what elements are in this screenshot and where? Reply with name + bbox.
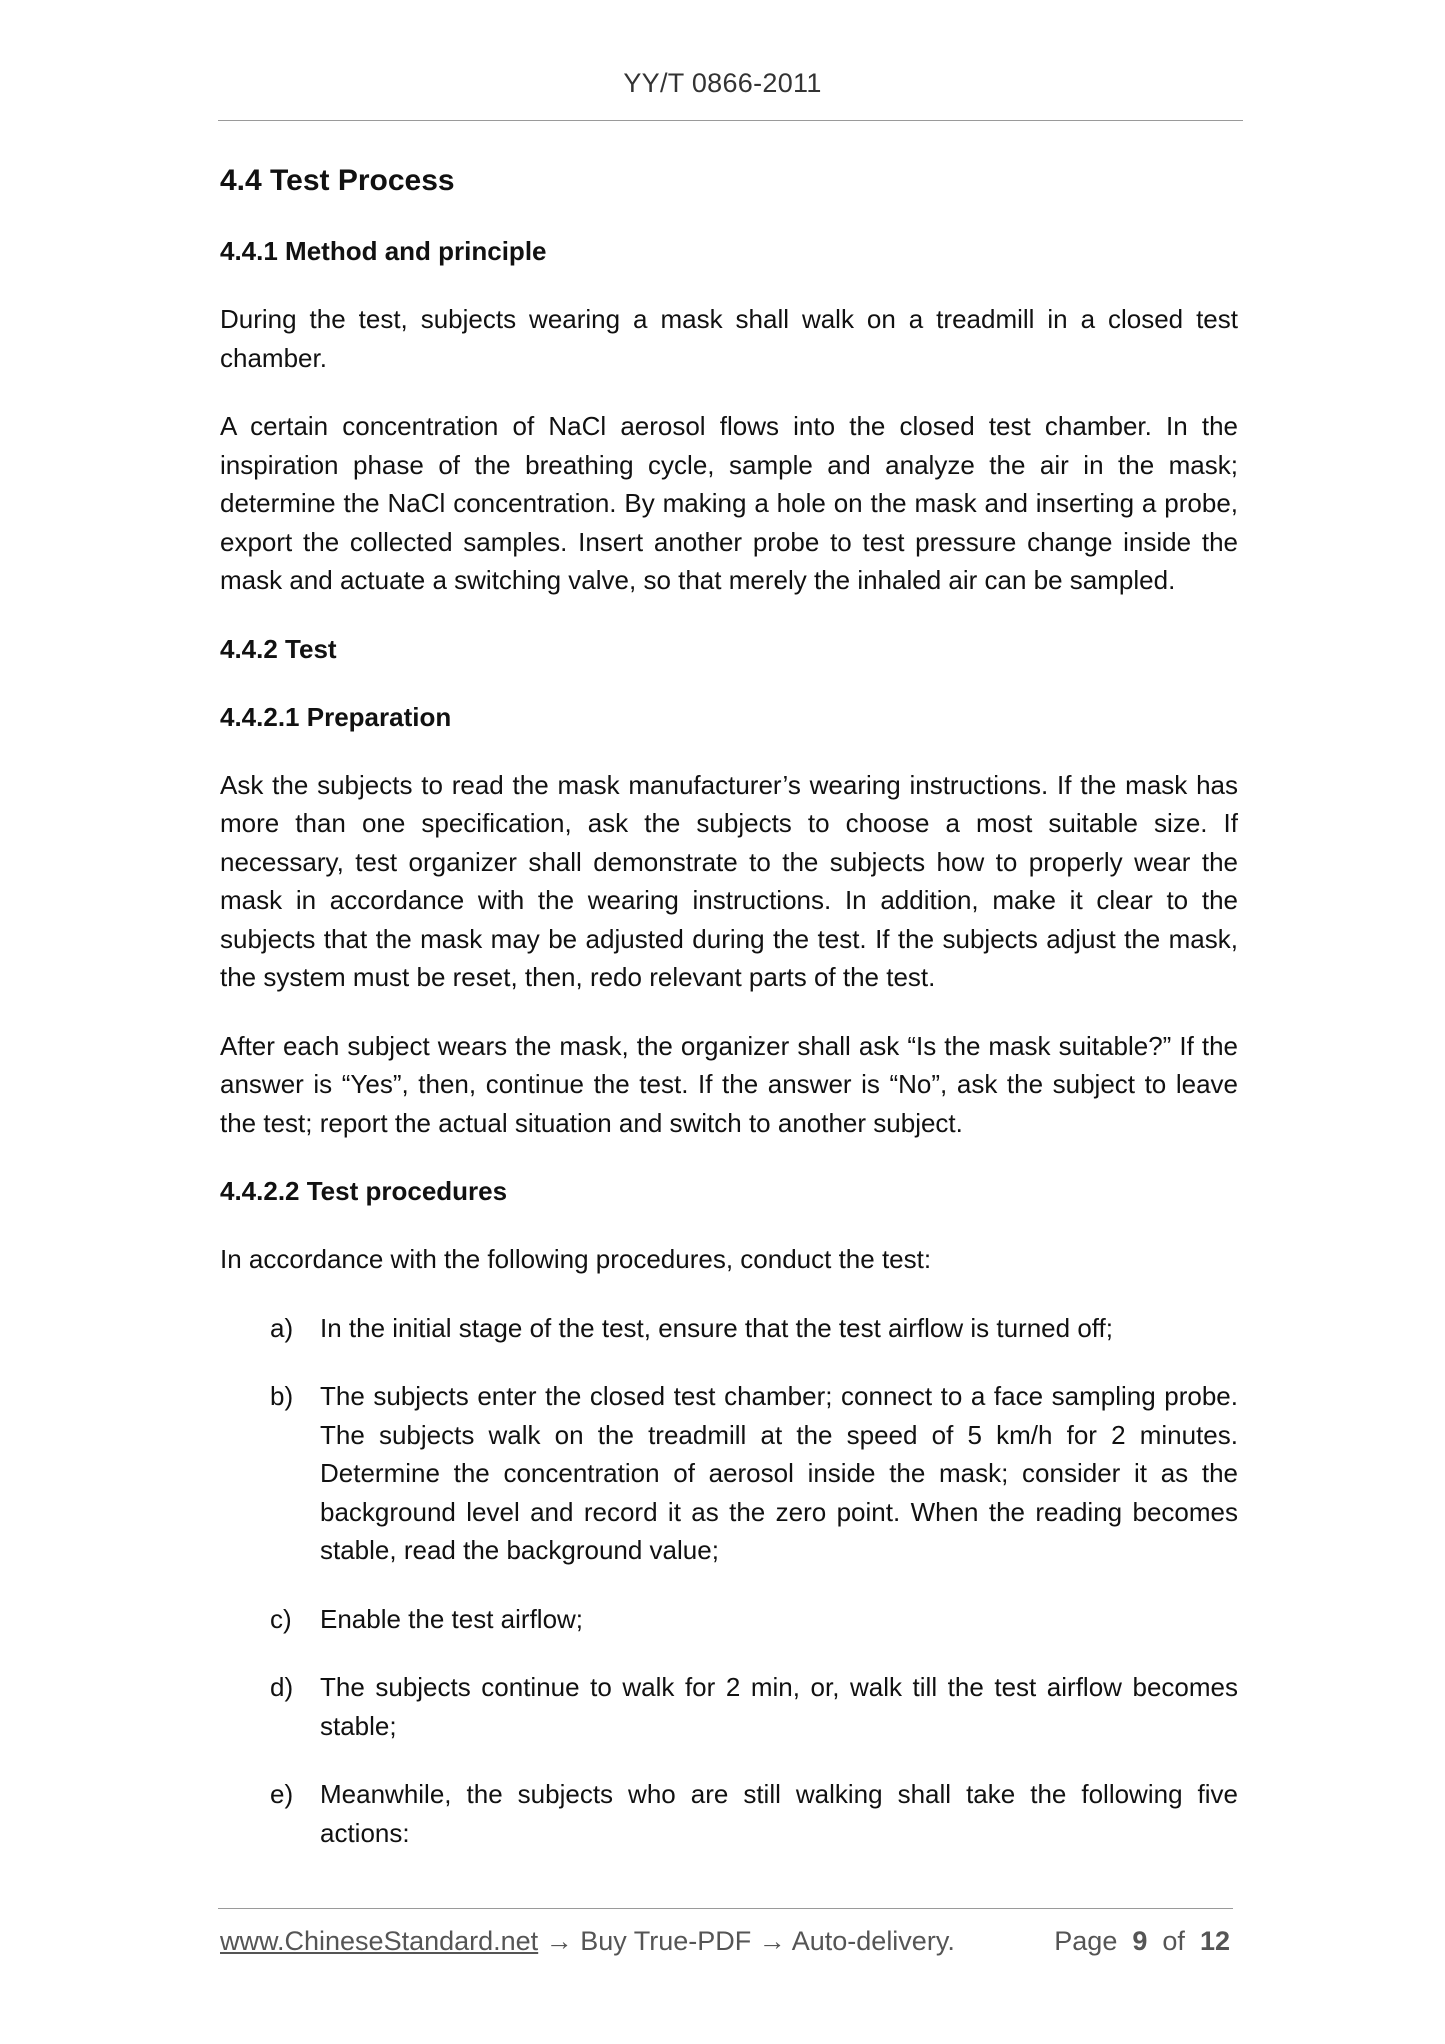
section-4-4-2-1-heading: 4.4.2.1 Preparation (220, 701, 452, 732)
list-item (220, 1775, 1238, 1852)
list-marker: b) (270, 1381, 294, 1411)
list-item-text: The subjects continue to walk for 2 min, or, walk till the test airflow becomes stable; (320, 1672, 1238, 1741)
site-link[interactable]: www.ChineseStandard.net (220, 1926, 539, 1956)
page-current: 9 (1132, 1926, 1148, 1956)
paragraph: After each subject wears the mask, the organizer shall ask “Is the mask suitable?” If the answer is “Yes”, then, continue the test. If the answer is “No”, ask the subject to leave the test; report the actual situation and switch to another subject. (220, 1030, 1238, 1138)
list-marker: e) (270, 1779, 294, 1809)
footer-divider (218, 1908, 1233, 1909)
standard-id-header: YY/T 0866-2011 (623, 68, 822, 98)
list-marker: d) (270, 1672, 294, 1702)
list-item (220, 1668, 1238, 1745)
list-marker: a) (270, 1312, 294, 1343)
page-of-label: of (1162, 1926, 1185, 1956)
section-4-4-2-2-heading: 4.4.2.2 Test procedures (220, 1176, 508, 1206)
paragraph: During the test, subjects wearing a mask shall walk on a treadmill in a closed test chamber. (220, 304, 1238, 373)
list-item (220, 1377, 1238, 1570)
list-item-text: The subjects enter the closed test chamber; connect to a face sampling probe. The subjects walk on the treadmill at the speed of 5 km/h for 2 minutes. Determine the concentration of aerosol inside the mask; consider it as the background level and record it as the zero point. When the reading becomes stable, read the background value; (320, 1381, 1238, 1565)
page-label: Page (1054, 1926, 1118, 1956)
list-item (220, 1600, 1238, 1639)
page-number (1054, 1926, 1230, 1957)
list-item-text: Enable the test airflow; (320, 1603, 584, 1634)
list-item-text: In the initial stage of the test, ensure that the test airflow is turned off; (320, 1312, 1113, 1343)
list-marker: c) (270, 1603, 292, 1634)
section-4-4-2-heading: 4.4.2 Test (220, 633, 337, 664)
page-footer (220, 1926, 1230, 1957)
list-item-text: Meanwhile, the subjects who are still walking shall take the following five actions: (320, 1779, 1238, 1848)
page-content (220, 160, 1238, 1882)
section-4-4-heading: 4.4 Test Process (220, 164, 455, 197)
paragraph: A certain concentration of NaCl aerosol flows into the closed test chamber. In the inspiration phase of the breathing cycle, sample and analyze the air in the mask; determine the NaCl concentration. By making a hole on the mask and inserting a probe, export the collected samples. Insert another probe to test pressure change inside the mask and actuate a switching valve, so that merely the inhaled air can be sampled. (220, 411, 1238, 595)
procedure-list (220, 1309, 1238, 1853)
paragraph: In accordance with the following procedures, conduct the test: (220, 1244, 932, 1274)
header-divider (218, 120, 1243, 121)
paragraph: Ask the subjects to read the mask manufacturer’s wearing instructions. If the mask has more than one specification, ask the subjects to choose a most suitable size. If necessary, test organizer shall demonstrate to the subjects how to properly wear the mask in accordance with the wearing instructions. In addition, make it clear to the subjects that the mask may be adjusted during the test. If the subjects adjust the mask, the system must be reset, then, redo relevant parts of the test. (220, 769, 1238, 992)
list-item (220, 1309, 1238, 1348)
promo-text: → Buy True-PDF → Auto-delivery. (538, 1926, 955, 1956)
page-total: 12 (1199, 1926, 1230, 1956)
section-4-4-1-heading: 4.4.1 Method and principle (220, 236, 547, 266)
footer-promo (220, 1926, 955, 1957)
